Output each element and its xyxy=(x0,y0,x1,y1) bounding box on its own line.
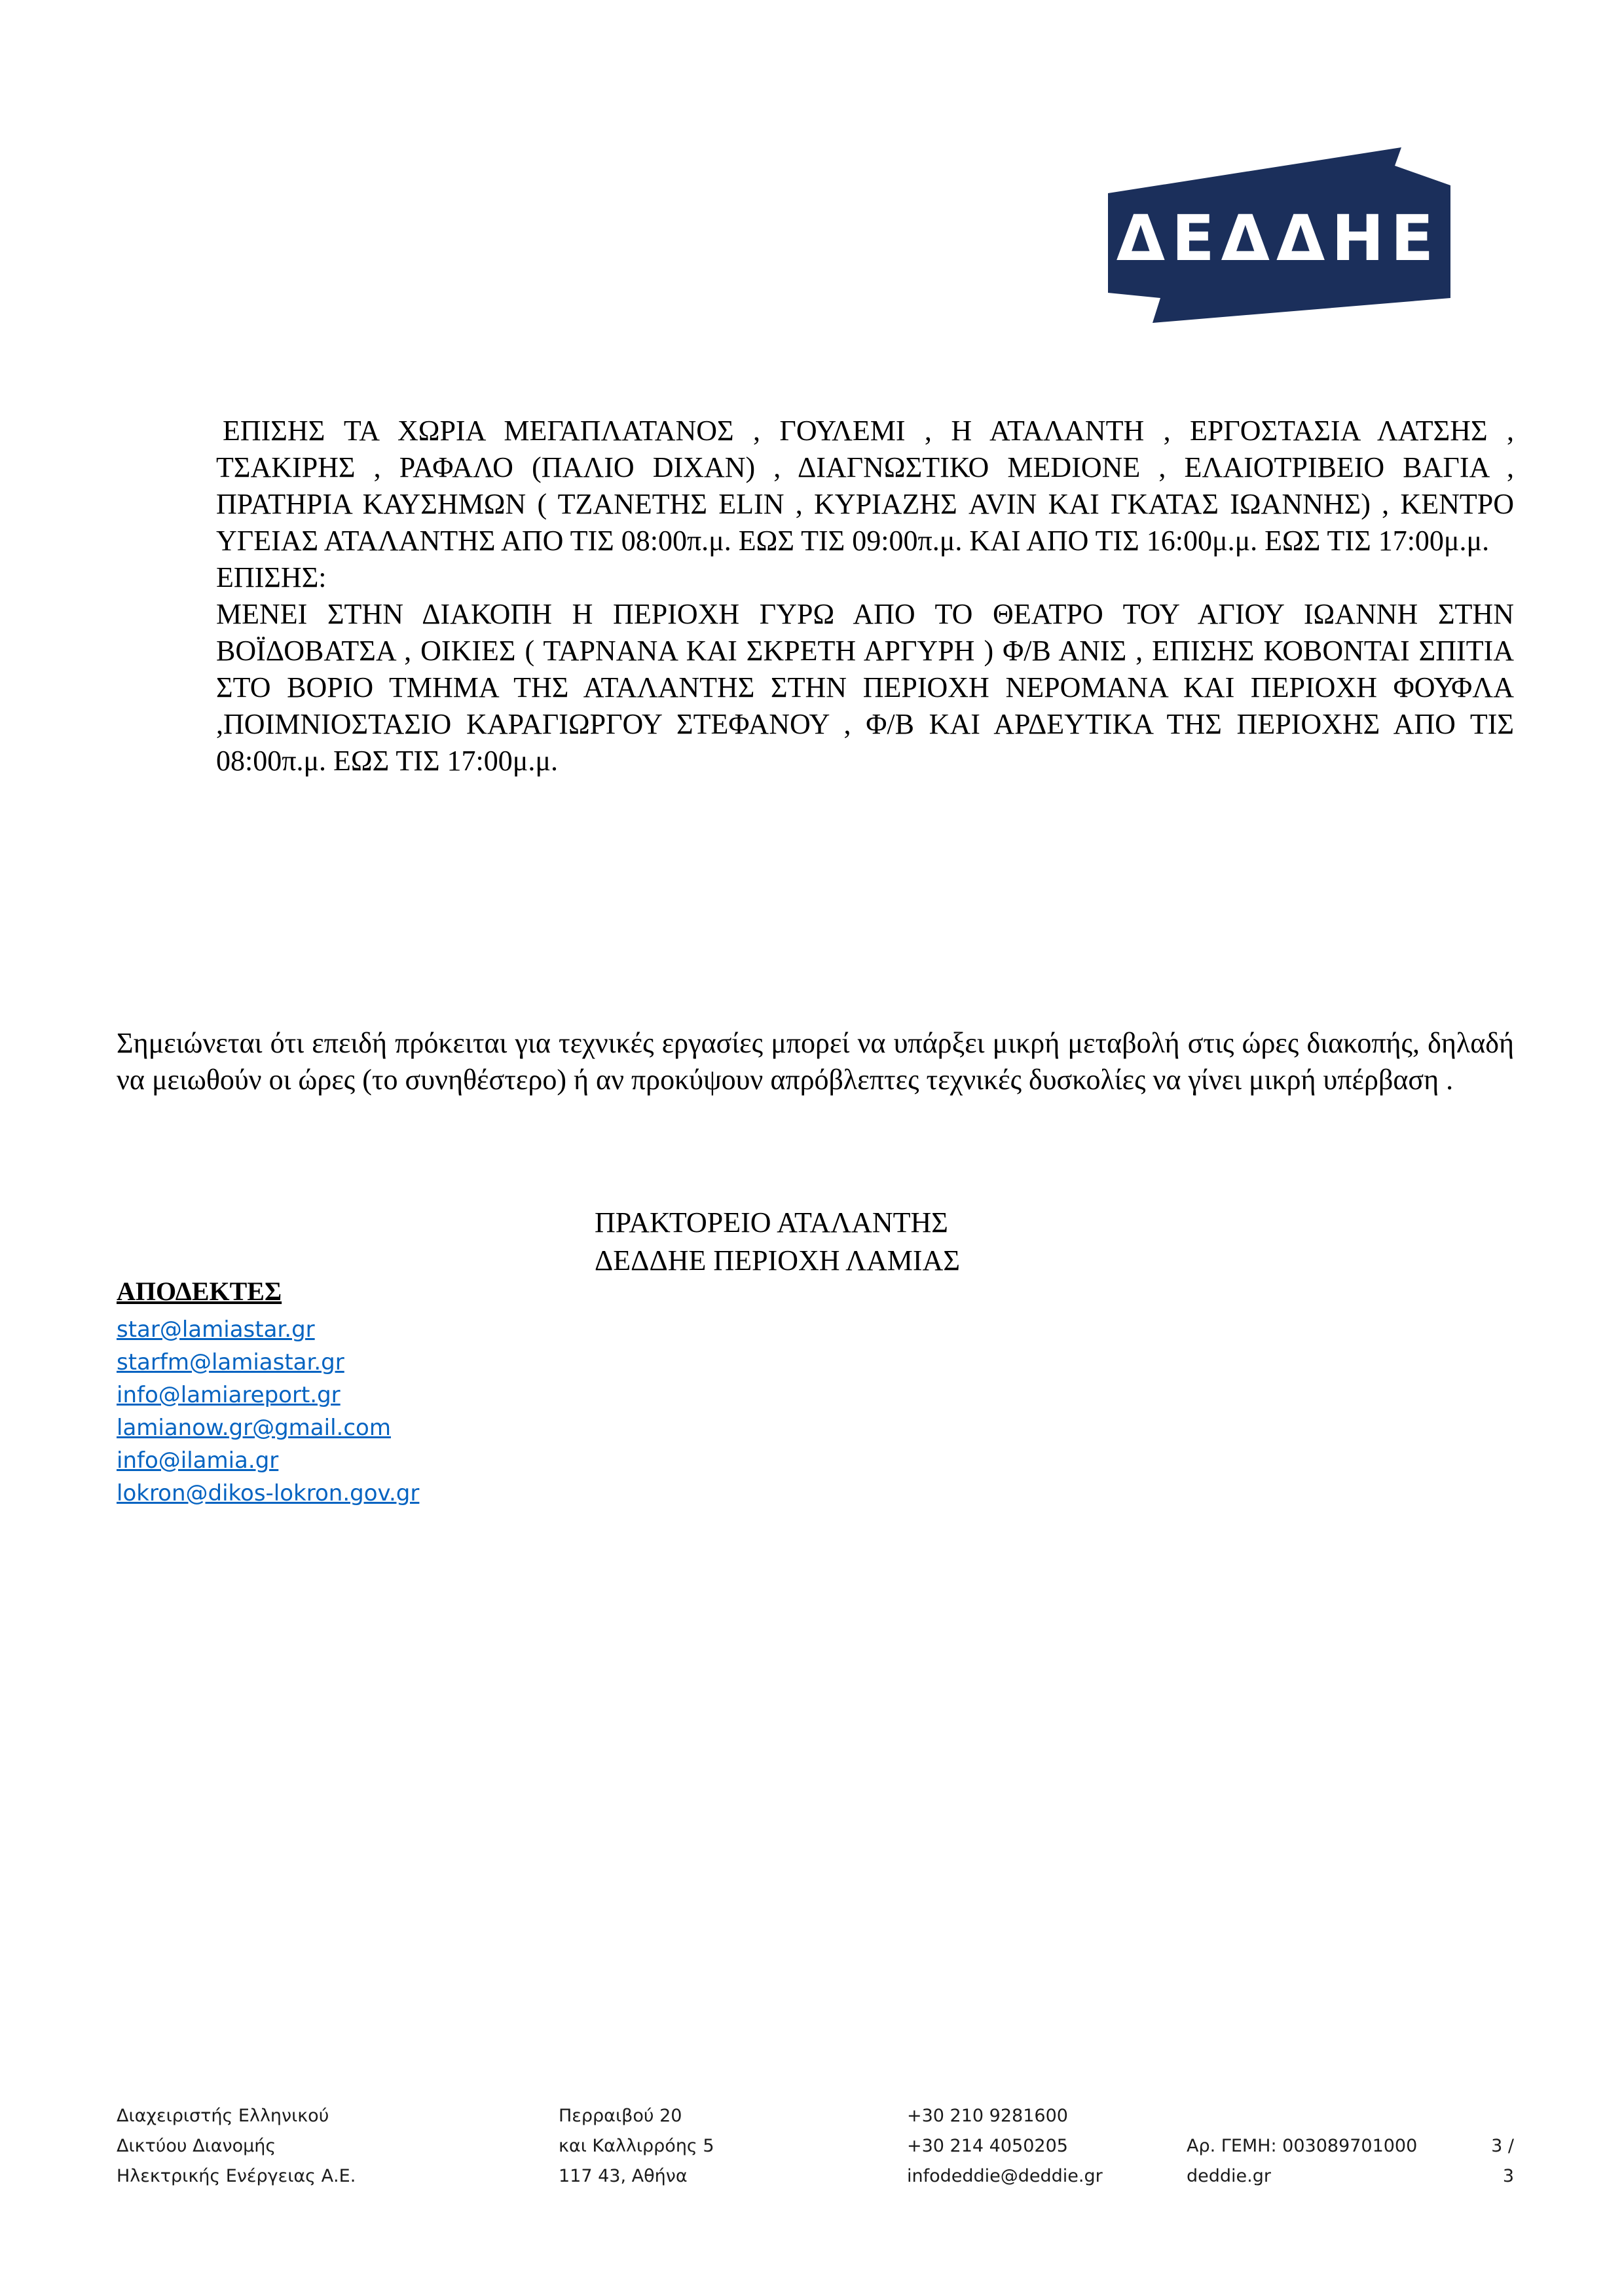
footer-company xyxy=(117,2101,356,2192)
footer-company-line: Ηλεκτρικής Ενέργειας Α.Ε. xyxy=(117,2166,356,2186)
footer-company-line: Δικτύου Διανομής xyxy=(117,2136,276,2156)
outage-details xyxy=(216,413,1514,779)
signature-line-1: ΠΡΑΚΤΟΡΕΙΟ ΑΤΑΛΑΝΤΗΣ xyxy=(595,1206,948,1239)
logo-text: ΔΕΔΔΗΕ xyxy=(1116,202,1441,275)
footer-address-line: Περραιβού 20 xyxy=(559,2106,682,2126)
recipients-heading: ΑΠΟΔΕΚΤΕΣ xyxy=(117,1277,282,1306)
page-footer xyxy=(0,2101,1624,2199)
recipient-email-link[interactable]: starfm@lamiastar.gr xyxy=(117,1349,344,1375)
footer-address-line: 117 43, Αθήνα xyxy=(559,2166,688,2186)
footer-gemi: Αρ. ΓΕΜΗ: 003089701000 xyxy=(1187,2136,1418,2156)
outage-paragraph-2: ΕΠΙΣΗΣ: xyxy=(216,561,327,593)
footer-address-line: και Καλλιρρόης 5 xyxy=(559,2136,714,2156)
recipient-email-link[interactable]: info@ilamia.gr xyxy=(117,1447,279,1474)
footer-website: deddie.gr xyxy=(1187,2166,1271,2186)
page-number xyxy=(1467,2101,1514,2192)
note-block xyxy=(117,1025,1514,1098)
signature-line-2: ΔΕΔΔΗΕ ΠΕΡΙΟΧΗ ΛΑΜΙΑΣ xyxy=(595,1244,960,1277)
recipient-email-link[interactable]: lokron@dikos-lokron.gov.gr xyxy=(117,1480,420,1506)
outage-paragraph-3: ΜΕΝΕΙ ΣΤΗΝ ΔΙΑΚΟΠΗ Η ΠΕΡΙΟΧΗ ΓΥΡΩ ΑΠΟ ΤΟ ΘΕΑΤΡΟ ΤΟΥ ΑΓΙΟΥ ΙΩΑΝΝΗ ΣΤΗΝ ΒΟΪΔΟΒΑΤΣΑ , ΟΙΚΙΕΣ ( ΤΑΡΝΑΝΑ ΚΑΙ ΣΚΡΕΤΗ ΑΡΓΥΡΗ ) Φ/Β ΑΝΙΣ , ΕΠΙΣΗΣ ΚΟΒΟΝΤΑΙ ΣΠΙΤΙΑ ΣΤΟ ΒΟΡΙΟ ΤΜΗΜΑ ΤΗΣ ΑΤΑΛΑΝΤΗΣ ΣΤΗΝ ΠΕΡΙΟΧΗ ΝΕΡΟΜΑΝΑ ΚΑΙ ΠΕΡΙΟΧΗ ΦΟΥΦΛΑ ,ΠΟΙΜΝΙΟΣΤΑΣΙΟ ΚΑΡΑΓΙΩΡΓΟΥ ΣΤΕΦΑΝΟΥ , Φ/Β ΚΑΙ ΑΡΔΕΥΤΙΚΑ ΤΗΣ ΠΕΡΙΟΧΗΣ ΑΠΟ ΤΙΣ 08:00π.μ. ΕΩΣ ΤΙΣ 17:00μ.μ. xyxy=(216,598,1514,777)
recipients-list xyxy=(117,1313,419,1510)
outage-paragraph-1: ΕΠΙΣΗΣ ΤΑ ΧΩΡΙΑ ΜΕΓΑΠΛΑΤΑΝΟΣ , ΓΟΥΛΕΜΙ , Η ΑΤΑΛΑΝΤΗ , ΕΡΓΟΣΤΑΣΙΑ ΛΑΤΣΗΣ , ΤΣΑΚΙΡΗΣ , ΡΑΦΑΛΟ (ΠΑΛΙΟ DIXAN) , ΔΙΑΓΝΩΣΤΙΚΟ MEDIONE , ΕΛΑΙΟΤΡΙΒΕΙΟ ΒΑΓΙΑ , ΠΡΑΤΗΡΙΑ ΚΑΥΣΗΜΩΝ ( ΤΖΑΝΕΤΗΣ ELIN , ΚΥΡΙΑΖΗΣ AVIN ΚΑΙ ΓΚΑΤΑΣ ΙΩΑΝΝΗΣ) , ΚΕΝΤΡΟ ΥΓΕΙΑΣ ΑΤΑΛΑΝΤΗΣ ΑΠΟ ΤΙΣ 08:00π.μ. ΕΩΣ ΤΙΣ 09:00π.μ. ΚΑΙ ΑΠΟ ΤΙΣ 16:00μ.μ. ΕΩΣ ΤΙΣ 17:00μ.μ. xyxy=(216,415,1514,557)
page-number-total: 3 xyxy=(1502,2166,1514,2186)
signature-block xyxy=(595,1204,960,1280)
deddie-logo xyxy=(1107,147,1454,331)
footer-phone-2: +30 214 4050205 xyxy=(907,2136,1068,2156)
footer-phone-1: +30 210 9281600 xyxy=(907,2106,1068,2126)
recipient-email-link[interactable]: info@lamiareport.gr xyxy=(117,1382,341,1408)
footer-registry xyxy=(1187,2101,1417,2192)
deddie-logo-graphic xyxy=(1107,147,1454,331)
footer-contact xyxy=(907,2101,1103,2192)
recipient-email-link[interactable]: star@lamiastar.gr xyxy=(117,1316,315,1343)
footer-email: infodeddie@deddie.gr xyxy=(907,2166,1103,2186)
page-number-current: 3 / xyxy=(1491,2136,1514,2156)
footer-company-line: Διαχειριστής Ελληνικού xyxy=(117,2106,329,2126)
note-text: Σημειώνεται ότι επειδή πρόκειται για τεχνικές εργασίες μπορεί να υπάρξει μικρή μεταβολή στις ώρες διακοπής, δηλαδή να μειωθούν οι ώρες (το συνηθέστερο) ή αν προκύψουν απρόβλεπτες τεχνικές δυσκολίες να γίνει μικρή υπέρβαση . xyxy=(117,1027,1514,1096)
footer-address xyxy=(559,2101,714,2192)
recipient-email-link[interactable]: lamianow.gr@gmail.com xyxy=(117,1415,391,1441)
